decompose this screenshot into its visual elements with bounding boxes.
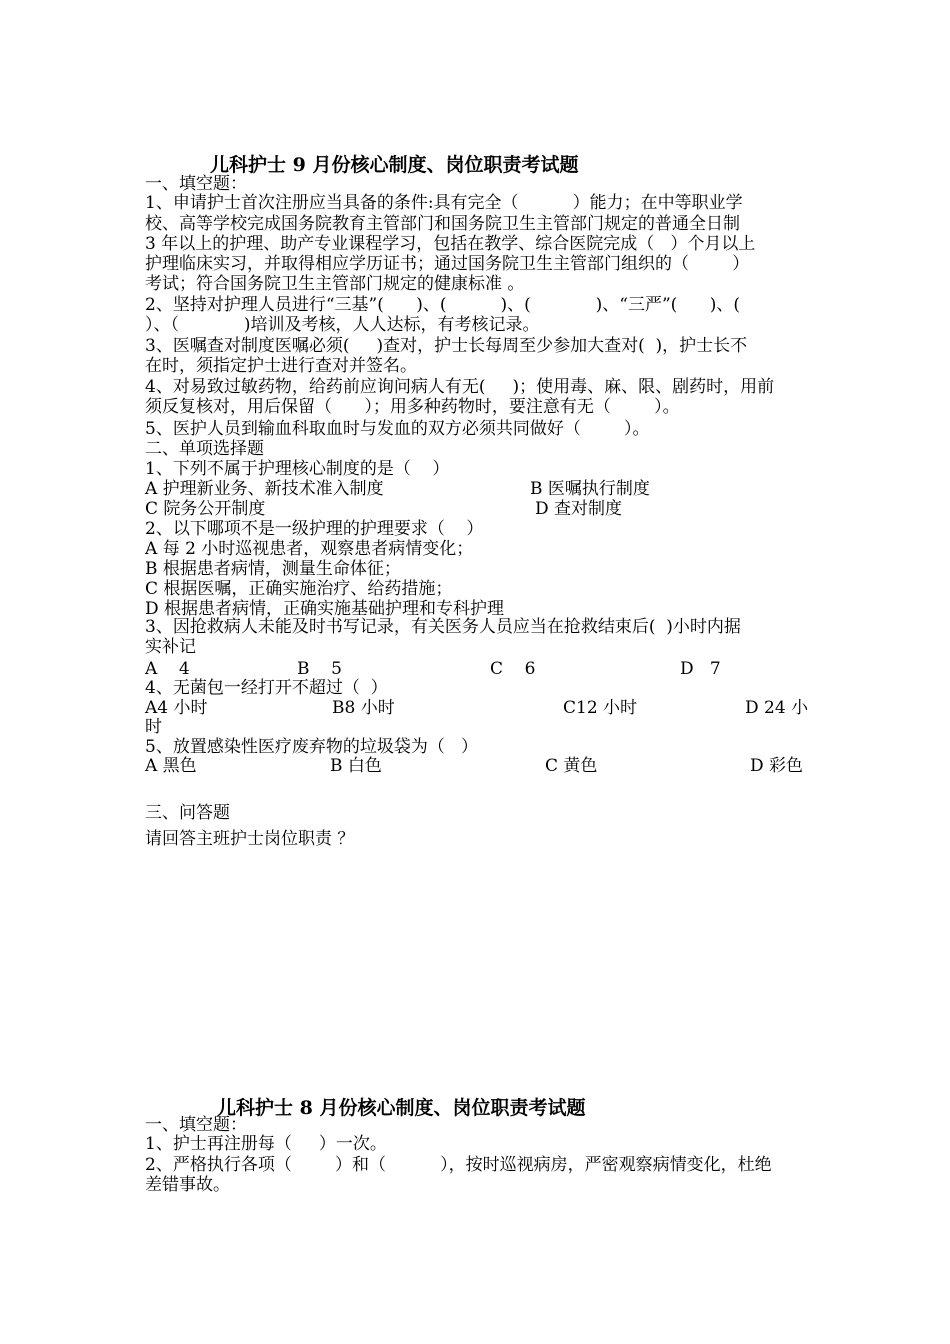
exam2-q1-line: 1、护士再注册每（ ）一次。 — [145, 1134, 387, 1154]
mc1-option-c: C 院务公开制度 — [145, 499, 266, 519]
mc3-option-c: C 6 — [490, 659, 536, 679]
exam1-section3-title: 三、问答题 — [145, 803, 230, 823]
mc2-option-b: B 根据患者病情，测量生命体征； — [145, 559, 401, 579]
exam1-q2-line: 2、坚持对护理人员进行“三基”( )、( )、( )、“三严”( )、( — [145, 295, 740, 315]
mc2-option-d: D 根据患者病情，正确实施基础护理和专科护理 — [145, 599, 505, 619]
exam1-q4-line: 4、对易致过敏药物，给药前应询问病人有无( )；使用毒、麻、限、剧药时，用前 — [145, 377, 775, 397]
exam1-q1-line: 护理临床实习，并取得相应学历证书；通过国务院卫生主管部门组织的（ ） — [145, 254, 750, 274]
mc2-option-a: A 每 2 小时巡视患者，观察患者病情变化； — [145, 539, 474, 559]
mc3-question-line: 3、因抢救病人未能及时书写记录，有关医务人员应当在抢救结束后( )小时内据 — [145, 617, 741, 637]
mc3-option-a: A 4 — [145, 659, 190, 679]
exam1-q1-line: 1、申请护士首次注册应当具备的条件:具有完全（ ）能力；在中等职业学 — [145, 193, 743, 213]
exam1-section2-title: 二、单项选择题 — [145, 439, 264, 459]
exam1-q5-line: 5、医护人员到输血科取血时与发血的双方必须共同做好（ ）。 — [145, 419, 650, 439]
mc4-option-c: C12 小时 — [563, 698, 638, 718]
mc1-option-b: B 医嘱执行制度 — [530, 479, 650, 499]
mc3-option-d: D 7 — [680, 659, 721, 679]
exam1-section1-title: 一、填空题： — [145, 174, 247, 194]
mc2-question: 2、以下哪项不是一级护理的护理要求（ ） — [145, 519, 484, 539]
mc1-question: 1、下列不属于护理核心制度的是（ ） — [145, 459, 450, 479]
mc4-option-d-wrap: 时 — [145, 717, 162, 737]
exam2-title: 儿科护士 8 月份核心制度、岗位职责考试题 — [217, 1097, 586, 1119]
mc1-option-a: A 护理新业务、新技术准入制度 — [145, 479, 384, 499]
mc5-option-a: A 黑色 — [145, 756, 197, 776]
mc4-option-b: B8 小时 — [332, 698, 395, 718]
exam1-q1-line: 校、高等学校完成国务院教育主管部门和国务院卫生主管部门规定的普通全日制 — [145, 214, 740, 234]
mc5-option-b: B 白色 — [330, 756, 382, 776]
mc4-option-a: A4 小时 — [145, 698, 208, 718]
exam1-essay-question: 请回答主班护士岗位职责 ？ — [145, 829, 355, 849]
mc3-option-b: B 5 — [297, 659, 342, 679]
exam1-q3-line: 在时，须指定护士进行查对并签名。 — [145, 356, 417, 376]
exam1-q1-line: 考试；符合国务院卫生主管部门规定的健康标准 。 — [145, 274, 525, 294]
mc5-question: 5、放置感染性医疗废弃物的垃圾袋为（ ） — [145, 737, 479, 757]
exam2-q2-line: 差错事故。 — [145, 1175, 230, 1195]
mc4-option-d: D 24 小 — [745, 698, 809, 718]
mc2-option-c: C 根据医嘱，正确实施治疗、给药措施； — [145, 579, 453, 599]
mc3-question-line: 实补记 — [145, 637, 196, 657]
mc5-option-d: D 彩色 — [750, 756, 804, 776]
exam2-section1-title: 一、填空题： — [145, 1115, 247, 1135]
exam1-q3-line: 3、医嘱查对制度医嘱必须( )查对，护士长每周至少参加大查对( )，护士长不 — [145, 336, 748, 356]
mc5-option-c: C 黄色 — [545, 756, 598, 776]
mc4-question: 4、无菌包一经打开不超过（ ） — [145, 678, 388, 698]
exam2-q2-line: 2、严格执行各项（ ）和（ ），按时巡视病房，严密观察病情变化，杜绝 — [145, 1155, 772, 1175]
exam1-q4-line: 须反复核对，用后保留（ ）；用多种药物时，要注意有无（ ）。 — [145, 397, 680, 417]
exam1-q1-line: 3 年以上的护理、助产专业课程学习，包括在教学、综合医院完成（ ）个月以上 — [145, 234, 756, 254]
exam1-title: 儿科护士 9 月份核心制度、岗位职责考试题 — [210, 154, 579, 176]
exam1-q2-line: ）、（ )培训及考核，人人达标，有考核记录。 — [145, 315, 540, 335]
mc1-option-d: D 查对制度 — [535, 499, 623, 519]
